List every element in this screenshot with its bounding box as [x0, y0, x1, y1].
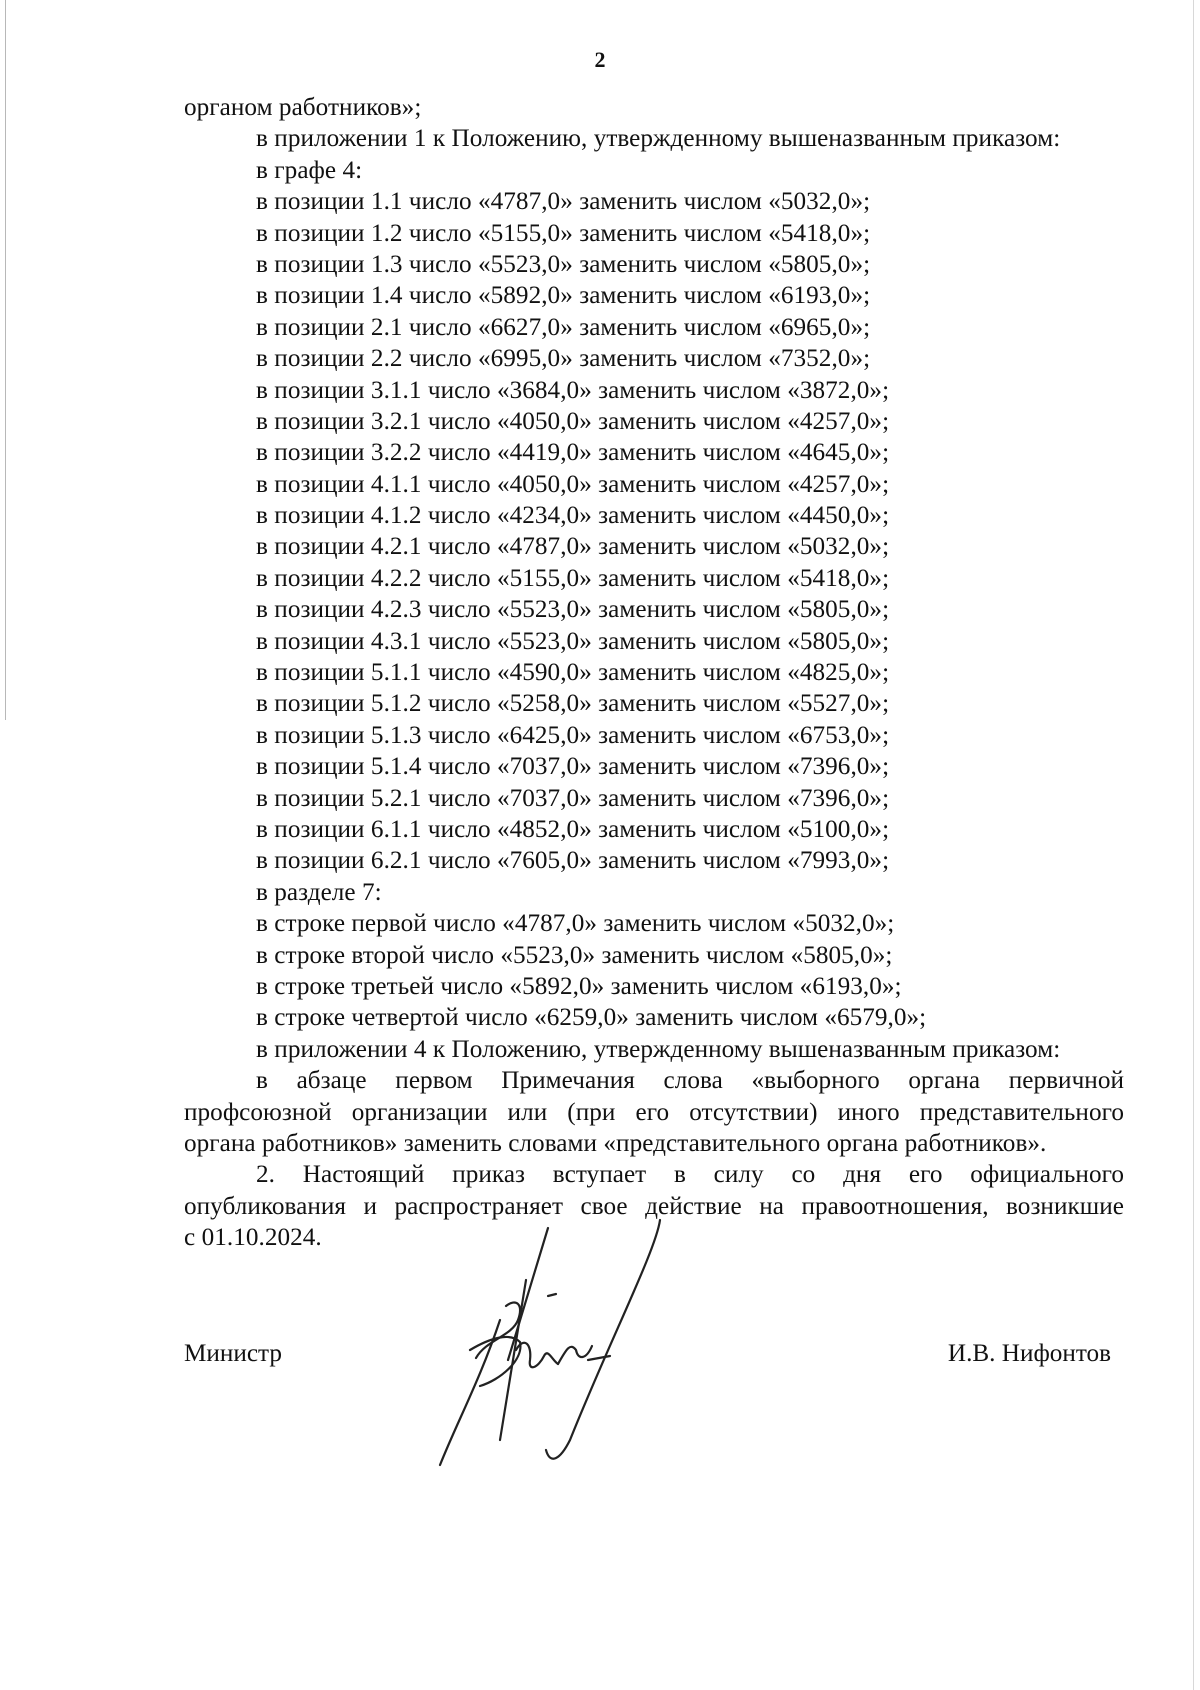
section7-list — [184, 908, 1124, 1034]
list-item: в позиции 5.1.1 число «4590,0» заменить числом «4825,0»; — [256, 659, 890, 687]
page-number: 2 — [594, 47, 606, 72]
left-scan-edge — [5, 0, 6, 720]
document-body — [184, 92, 1124, 1253]
list-item: в строке четвертой число «6259,0» заменить числом «6579,0»; — [256, 1004, 927, 1032]
list-item: в позиции 5.1.2 число «5258,0» заменить числом «5527,0»; — [256, 690, 890, 718]
list-item: в строке третьей число «5892,0» заменить числом «6193,0»; — [256, 972, 902, 1000]
list-item: в позиции 5.2.1 число «7037,0» заменить числом «7396,0»; — [256, 784, 890, 812]
list-item: в позиции 4.2.1 число «4787,0» заменить числом «5032,0»; — [256, 533, 890, 561]
handwritten-signature — [420, 1210, 700, 1470]
signatory-name: И.В. Нифонтов — [947, 1340, 1111, 1367]
list-item: в позиции 4.2.3 число «5523,0» заменить числом «5805,0»; — [256, 596, 890, 624]
list-item: в позиции 3.2.2 число «4419,0» заменить числом «4645,0»; — [256, 439, 890, 467]
list-item: в позиции 5.1.4 число «7037,0» заменить числом «7396,0»; — [256, 753, 890, 781]
column-line: в графе 4: — [256, 156, 363, 184]
paragraph-line: с 01.10.2024. — [184, 1224, 322, 1252]
list-item: в позиции 1.4 число «5892,0» заменить числом «6193,0»; — [256, 282, 871, 310]
list-item: в позиции 2.1 число «6627,0» заменить числом «6965,0»; — [256, 313, 871, 341]
continuation-line: органом работников»; — [184, 94, 422, 121]
list-item: в позиции 3.1.1 число «3684,0» заменить числом «3872,0»; — [256, 376, 890, 404]
appendix1-line: в приложении 1 к Положению, утвержденному вышеназванным приказом: — [256, 125, 1061, 153]
paragraph-line: профсоюзной организации или (при его отсутствии) иного представительного — [184, 1098, 1124, 1126]
list-item: в позиции 4.3.1 число «5523,0» заменить числом «5805,0»; — [256, 627, 890, 655]
paragraph-line: органа работников» заменить словами «представительного органа работников». — [184, 1129, 1047, 1157]
appendix4-line: в приложении 4 к Положению, утвержденному вышеназванным приказом: — [256, 1035, 1061, 1063]
paragraph-line: в абзаце первом Примечания слова «выборного органа первичной — [256, 1067, 1124, 1095]
appendix4-paragraph — [184, 1065, 1124, 1159]
list-item: в позиции 3.2.1 число «4050,0» заменить числом «4257,0»; — [256, 407, 890, 435]
signature-block — [0, 1330, 1200, 1470]
replacement-list — [184, 186, 1124, 877]
list-item: в позиции 1.1 число «4787,0» заменить числом «5032,0»; — [256, 188, 871, 216]
paragraph-line: опубликования и распространяет свое действие на правоотношения, возникшие — [184, 1192, 1124, 1220]
list-item: в строке второй число «5523,0» заменить числом «5805,0»; — [256, 941, 893, 969]
list-item: в позиции 4.1.2 число «4234,0» заменить числом «4450,0»; — [256, 502, 890, 530]
list-item: в позиции 1.2 число «5155,0» заменить числом «5418,0»; — [256, 219, 871, 247]
signatory-title: Министр — [184, 1340, 282, 1367]
list-item: в строке первой число «4787,0» заменить числом «5032,0»; — [256, 910, 895, 938]
list-item: в позиции 1.3 число «5523,0» заменить числом «5805,0»; — [256, 250, 871, 278]
list-item: в позиции 6.1.1 число «4852,0» заменить числом «5100,0»; — [256, 815, 890, 843]
list-item: в позиции 5.1.3 число «6425,0» заменить числом «6753,0»; — [256, 721, 890, 749]
list-item: в позиции 6.2.1 число «7605,0» заменить числом «7993,0»; — [256, 847, 890, 875]
list-item: в позиции 4.2.2 число «5155,0» заменить числом «5418,0»; — [256, 564, 890, 592]
section7-heading: в разделе 7: — [256, 878, 382, 906]
list-item: в позиции 2.2 число «6995,0» заменить числом «7352,0»; — [256, 345, 871, 373]
paragraph-line: 2. Настоящий приказ вступает в силу со дня его официального — [256, 1161, 1124, 1189]
list-item: в позиции 4.1.1 число «4050,0» заменить числом «4257,0»; — [256, 470, 890, 498]
